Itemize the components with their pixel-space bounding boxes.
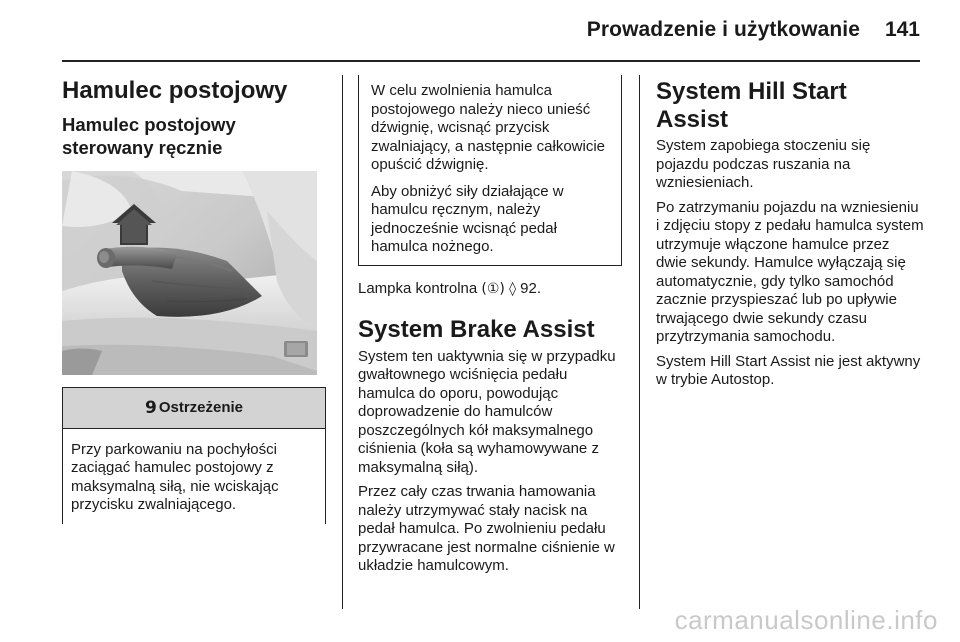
page-number: 141 (884, 18, 920, 41)
lamp-page-ref: 92. (520, 279, 542, 297)
warning-body (63, 429, 325, 524)
control-lamp-reference (358, 280, 622, 299)
warning-text: Przy parkowaniu na pochyłości zaciągać hamulec postojowy z maksymalną siłą, nie wciskając przycisku zwalniającego. (71, 440, 279, 514)
warning-icon: 9 (144, 397, 157, 418)
watermark: carmanualsonline.info (674, 605, 938, 635)
column-3 (656, 70, 924, 396)
warning-title: Ostrzeżenie (158, 399, 244, 417)
note-paragraph-release: W celu zwolnienia hamulca postojowego należy nieco unieść dźwignię, wcisnąć przycisk zwalniający, a następnie całkowicie opuścić dźwignię. (371, 82, 606, 173)
brake-assist-paragraph-2: Przez cały czas trwania hamowania należy utrzymywać stały nacisk na pedał hamulca. Po zwolnieniu pedału przywracane jest normalne ciśnienie w układzie hamulcowym. (358, 483, 615, 575)
warning-box (62, 387, 326, 524)
continued-note-box (358, 75, 622, 266)
column-1 (62, 70, 324, 524)
hill-start-paragraph-1: System zapobiega stoczeniu się pojazdu podczas ruszania na wzniesieniach. (656, 137, 871, 192)
brake-assist-paragraph-1: System ten uaktywnia się w przypadku gwałtownego wciśnięcia pedału hamulca do oporu, powodując doprowadzenie do hamulców poszczególnych kół maksymalnego ciśnienia (koła są wyhamowywane z maksymalną siłą). (358, 347, 616, 476)
section-heading-parking-brake: Hamulec postojowy (62, 77, 288, 104)
column-divider-2 (639, 75, 640, 609)
lamp-label: Lampka kontrolna (358, 279, 478, 297)
handbrake-photo-svg (62, 171, 317, 375)
column-divider-1 (342, 75, 343, 609)
hill-start-paragraph-3: System Hill Start Assist nie jest aktywny w trybie Autostop. (656, 352, 921, 389)
warning-header (63, 387, 325, 429)
handbrake-illustration (62, 171, 317, 375)
section-heading-hill-start-assist: System Hill Start Assist (656, 78, 847, 133)
brake-warning-lamp-icon: (①) (481, 280, 505, 297)
page-reference-arrow-icon: ◊ (509, 280, 516, 297)
note-paragraph-force: Aby obniżyć siły działające w hamulcu ręcznym, należy jednocześnie wcisnąć pedał hamulca nożnego. (371, 182, 564, 255)
hill-start-paragraph-2: Po zatrzymaniu pojazdu na wzniesieniu i zdjęciu stopy z pedału hamulca system utrzymuje włączone hamulce przez dwie sekundy. Hamulce wyłączają się automatycznie, gdy tylko samochód zacznie przyspieszać lub po upływie trwającego dwie sekundy czasu przytrzymania samochodu. (656, 198, 924, 346)
header-divider (62, 60, 920, 62)
subheading-manual-parking-brake: Hamulec postojowy sterowany ręcznie (62, 114, 236, 158)
column-2 (358, 70, 622, 582)
section-heading-brake-assist: System Brake Assist (358, 316, 595, 343)
header-title: Prowadzenie i użytkowanie (586, 18, 860, 41)
